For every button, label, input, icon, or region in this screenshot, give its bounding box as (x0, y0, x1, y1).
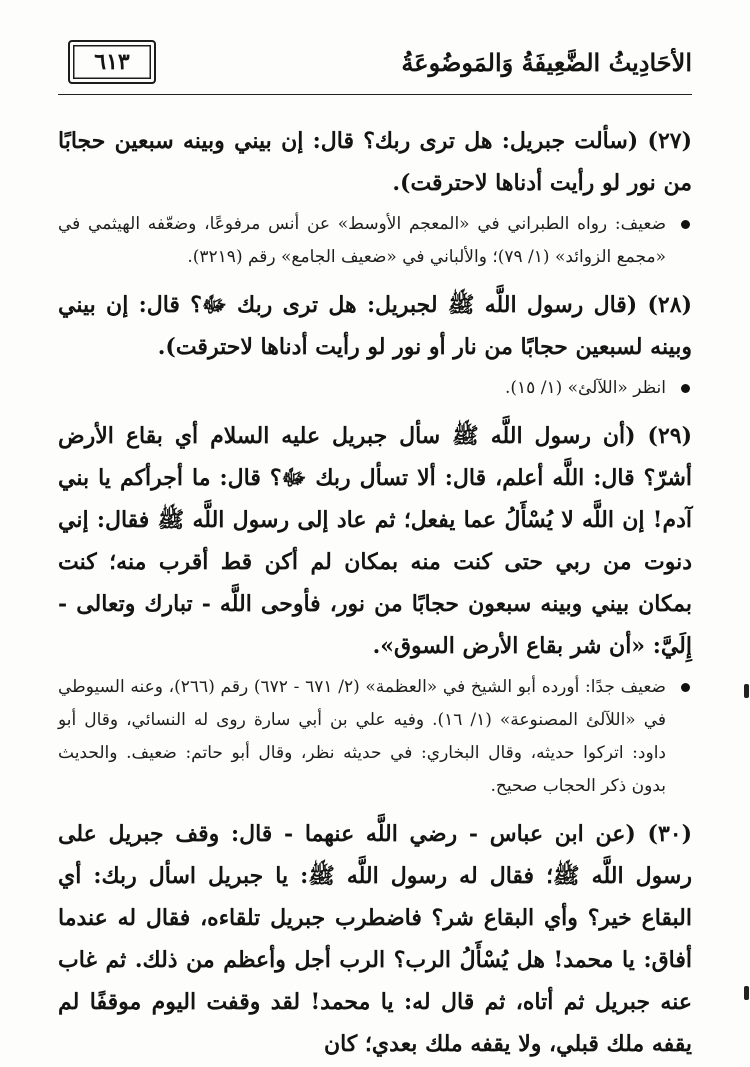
hadith-number: (٢٩) (647, 423, 692, 449)
scan-speck (744, 986, 749, 1000)
running-title: الأحَادِيثُ الضَّعِيفَةُ وَالمَوضُوعَةُ (401, 48, 692, 77)
note-text: رواه الطبراني في «المعجم الأوسط» عن أنس مرفوعًا، وضعّفه الهيثمي في «مجمع الزوائد» (١/ ٧٩)؛ والألباني في «ضعيف الجامع» رقم (٣٢١٩). (58, 214, 666, 267)
note-text: انظر «اللآلئ» (١/ ١٥). (504, 378, 666, 398)
page-header (58, 28, 692, 95)
bullet-icon (681, 384, 690, 393)
hadith-text (58, 415, 692, 667)
takhrij-note (58, 671, 692, 803)
hadith-grade: ضعيف: (614, 214, 667, 234)
hadith-number: (٢٨) (647, 292, 692, 318)
hadith-entry-28 (58, 284, 692, 405)
hadith-text (58, 284, 692, 368)
bullet-icon (681, 220, 690, 229)
page-number-frame (68, 40, 156, 84)
hadith-number: (٢٧) (647, 128, 692, 154)
page-number: ٦١٣ (94, 49, 130, 75)
note-text: أورده أبو الشيخ في «العظمة» (٢/ ٦٧١ - ٦٧٢) رقم (٢٦٦)، وعنه السيوطي في «اللآلئ المصنوعة» (١/ ١٦). وفيه علي بن أبي سارة روى له النسائي، وقال أبو داود: اتركوا حديثه، وقال البخاري: في حديثه نظر، وقال أبو حاتم: ضعيف. والحديث بدون ذكر الحجاب صحيح. (58, 677, 666, 796)
hadith-number: (٣٠) (647, 821, 692, 847)
takhrij-note (58, 208, 692, 274)
page-content (58, 120, 692, 1065)
hadith-body: (أن رسول اللَّه ﷺ سأل جبريل عليه السلام أي بقاع الأرض أشرّ؟ قال: اللَّه أعلم، قال: ألا تسأل ربك ﷻ؟ قال: ما أجرأكم يا بني آدم! إن اللَّه لا يُسْأَلُ عما يفعل؛ ثم عاد إلى رسول اللَّه ﷺ فقال: إني دنوت من ربي حتى كنت منه بمكان لم أكن قط أقرب منه؛ كنت بمكان بيني وبينه سبعون حجابًا من نور، فأوحى اللَّه - تبارك وتعالى - إِلَيَّ: «أن شر بقاع الأرض السوق». (58, 423, 692, 659)
scan-speck (744, 684, 749, 698)
bullet-icon (681, 683, 690, 692)
hadith-text (58, 813, 692, 1065)
hadith-body: (عن ابن عباس - رضي اللَّه عنهما - قال: وقف جبريل على رسول اللَّه ﷺ؛ فقال له رسول اللَّه ﷺ: يا جبريل اسأل ربك: أي البقاع خير؟ وأي البقاع شر؟ فاضطرب جبريل تلقاءه، فقال له عندما أفاق: يا محمد! هل يُسْأَلُ الرب؟ الرب أجل وأعظم من ذلك. ثم غاب عنه جبريل ثم أتاه، ثم قال له: يا محمد! لقد وقفت اليوم موقفًا لم يقفه ملك قبلي، ولا يقفه ملك بعدي؛ كان (58, 821, 692, 1057)
hadith-body: (قال رسول اللَّه ﷺ لجبريل: هل ترى ربك ﷻ؟ قال: إن بيني وبينه لسبعين حجابًا من نار أو نور لو رأيت أدناها لاحترقت). (58, 292, 692, 360)
hadith-entry-27 (58, 120, 692, 274)
takhrij-note (58, 372, 692, 405)
hadith-grade: ضعيف جدًا: (585, 677, 666, 697)
hadith-entry-30 (58, 813, 692, 1065)
hadith-entry-29 (58, 415, 692, 803)
hadith-body: (سألت جبريل: هل ترى ربك؟ قال: إن بيني وبينه سبعين حجابًا من نور لو رأيت أدناها لاحترقت). (58, 128, 692, 196)
hadith-text (58, 120, 692, 204)
